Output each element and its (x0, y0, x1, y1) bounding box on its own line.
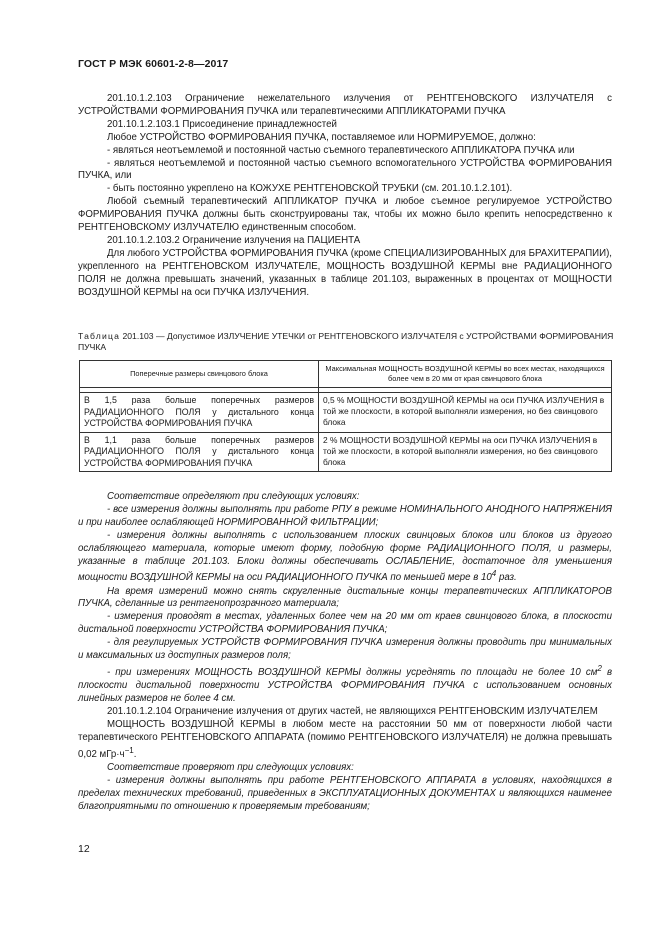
table-caption (78, 331, 618, 353)
compliance-item: На время измерений можно снять скругленные дистальные концы терапевтических АППЛИКАТОРОВ ПУЧКА, сделанные из рентгенопрозрачного материала; (78, 585, 612, 610)
superscript: −1 (124, 745, 134, 755)
compliance-item: - измерения должны выполнять при работе РЕНТГЕНОВСКОГО АППАРАТА в условиях, находящихся в пределах технических требований, приведенных в ЭКСПЛУАТАЦИОННЫХ ДОКУМЕНТАХ и являющихся наименее благоприятными по отношению к проверяемым требованиям; (78, 774, 612, 812)
table-cell-limit: 0,5 % МОЩНОСТИ ВОЗДУШНОЙ КЕРМЫ на оси ПУЧКА ИЗЛУЧЕНИЯ в той же плоскости, в которой выполняли измерения, но без свинцового блока (319, 393, 612, 433)
compliance-heading: Соответствие проверяют при следующих условиях: (107, 761, 354, 773)
table-201-103 (79, 360, 612, 472)
table-caption-text: 201.103 — Допустимое ИЗЛУЧЕНИЕ УТЕЧКИ от РЕНТГЕНОВСКОГО ИЗЛУЧАТЕЛЯ с УСТРОЙСТВАМИ ФОРМИРОВАНИЯ ПУЧКА (78, 331, 614, 352)
clause-201-10-1-2-103-title: 201.10.1.2.103 Ограничение нежелательного излучения от РЕНТГЕНОВСКОГО ИЗЛУЧАТЕЛЯ с УСТРОЙСТВАМИ ФОРМИРОВАНИЯ ПУЧКА или терапевтическими АППЛИКАТОРАМИ ПУЧКА (78, 93, 612, 117)
compliance-item (78, 530, 612, 586)
compliance-item: - для регулируемых УСТРОЙСТВ ФОРМИРОВАНИЯ ПУЧКА измерения должны проводить при минимальных и максимальных из доступных размеров поля; (78, 637, 612, 662)
superscript: 2 (597, 664, 602, 674)
paragraph: Любое УСТРОЙСТВО ФОРМИРОВАНИЯ ПУЧКА, поставляемое или НОРМИРУЕМОЕ, должно: (107, 131, 536, 143)
table-header-cell: Максимальная МОЩНОСТЬ ВОЗДУШНОЙ КЕРМЫ во всех местах, находящихся более чем в 20 мм от края свинцового блока (319, 361, 612, 388)
document-header: ГОСТ Р МЭК 60601-2-8—2017 (78, 58, 229, 70)
clause-201-10-1-2-103-2-title: 201.10.1.2.103.2 Ограничение излучения на ПАЦИЕНТА (107, 234, 361, 246)
table-row (80, 432, 612, 472)
compliance-item-text: - при измерениях МОЩНОСТЬ ВОЗДУШНОЙ КЕРМЫ должны усреднять по площади не более 10 см (107, 667, 598, 679)
page-number: 12 (78, 843, 90, 855)
compliance-section (78, 491, 612, 813)
list-item: - быть постоянно укреплено на КОЖУХЕ РЕНТГЕНОВСКОЙ ТРУБКИ (см. 201.10.1.2.101). (107, 183, 513, 195)
table-header-row (80, 361, 612, 388)
clause-201-10-1-2-104-title: 201.10.1.2.104 Ограничение излучения от других частей, не являющихся РЕНТГЕНОВСКИМ ИЗЛУЧАТЕЛЕМ (107, 705, 598, 717)
table-cell-size: В 1,1 раза больше поперечных размеров РАДИАЦИОННОГО ПОЛЯ у дистального конца УСТРОЙСТВА ФОРМИРОВАНИЯ ПУЧКА (80, 432, 319, 472)
table-cell-size: В 1,5 раза больше поперечных размеров РАДИАЦИОННОГО ПОЛЯ у дистального конца УСТРОЙСТВА ФОРМИРОВАНИЯ ПУЧКА (80, 393, 319, 433)
paragraph (78, 719, 612, 762)
table-row (80, 393, 612, 433)
compliance-item-text: раз. (496, 572, 517, 584)
paragraph-text: . (133, 748, 137, 760)
paragraph: Для любого УСТРОЙСТВА ФОРМИРОВАНИЯ ПУЧКА (кроме СПЕЦИАЛИЗИРОВАННЫХ для БРАХИТЕРАПИИ), укрепленного на РЕНТГЕНОВСКОМ ИЗЛУЧАТЕЛЕ, МОЩНОСТЬ ВОЗДУШНОЙ КЕРМЫ вне РАДИАЦИОННОГО ПОЛЯ не должна превышать значений, указанных в таблице 201.103, выраженных в процентах от МОЩНОСТИ ВОЗДУШНОЙ КЕРМЫ на оси ПУЧКА ИЗЛУЧЕНИЯ. (78, 247, 612, 298)
compliance-heading: Соответствие определяют при следующих условиях: (107, 491, 360, 502)
compliance-item-text: - измерения должны выполнять с использованием плоских свинцовых блоков или блоков из другого ослабляющего материала, которые имеют форму, подобную форме РАДИАЦИОННОГО ПОЛЯ, и размеры, указанные в таблице 201.103. Блоки должны обеспечивать ОСЛАБЛЕНИЕ, достаточное для уменьшения мощности ВОЗДУШНОЙ КЕРМЫ на оси РАДИАЦИОННОГО ПУЧКА по меньшей мере в 10 (78, 529, 612, 584)
list-item: - являться неотъемлемой и постоянной частью съемного вспомогательного УСТРОЙСТВА ФОРМИРОВАНИЯ ПУЧКА, или (78, 157, 612, 182)
clause-201-10-1-2-103-1-title: 201.10.1.2.103.1 Присоединение принадлежностей (107, 118, 337, 130)
compliance-item: - все измерения должны выполнять при работе РПУ в режиме НОМИНАЛЬНОГО АНОДНОГО НАПРЯЖЕНИЯ и при наиболее ослабляющей НОРМИРОВАННОЙ ФИЛЬТРАЦИИ; (78, 503, 612, 528)
compliance-item (78, 663, 612, 706)
paragraph: Любой съемный терапевтический АППЛИКАТОР ПУЧКА и любое съемное регулируемое УСТРОЙСТВО ФОРМИРОВАНИЯ ПУЧКА должны быть сконструированы так, чтобы их можно было крепить непосредственно к РЕНТГЕНОВСКОМУ ИЗЛУЧАТЕЛЮ единственным способом. (78, 196, 612, 234)
paragraph-text: МОЩНОСТЬ ВОЗДУШНОЙ КЕРМЫ в любом месте на расстоянии 50 мм от поверхности любой части терапевтического РЕНТГЕНОВСКОГО АППАРАТА (помимо РЕНТГЕНОВСКОГО ИЗЛУЧАТЕЛЯ) не должна превышать 0,02 мГр·ч (78, 718, 612, 760)
compliance-item-text: в плоскости дистальной поверхности УСТРОЙСТВА ФОРМИРОВАНИЯ ПУЧКА с использованием основных линейных размеров не более 4 см. (78, 667, 612, 705)
table-caption-prefix: Таблица (78, 331, 121, 341)
section-201-10-1-2-103 (78, 93, 612, 300)
superscript: 4 (491, 569, 497, 579)
table-header-cell: Поперечные размеры свинцового блока (80, 361, 319, 388)
table-cell-limit: 2 % МОЩНОСТИ ВОЗДУШНОЙ КЕРМЫ на оси ПУЧКА ИЗЛУЧЕНИЯ в той же плоскости, в которой выполняли измерения, но без свинцового блока (319, 432, 612, 472)
list-item: - являться неотъемлемой и постоянной частью съемного терапевтического АППЛИКАТОРА ПУЧКА или (107, 144, 575, 156)
compliance-item: - измерения проводят в местах, удаленных более чем на 20 мм от краев свинцового блока, в плоскости дистальной поверхности УСТРОЙСТВА ФОРМИРОВАНИЯ ПУЧКА; (78, 611, 612, 636)
